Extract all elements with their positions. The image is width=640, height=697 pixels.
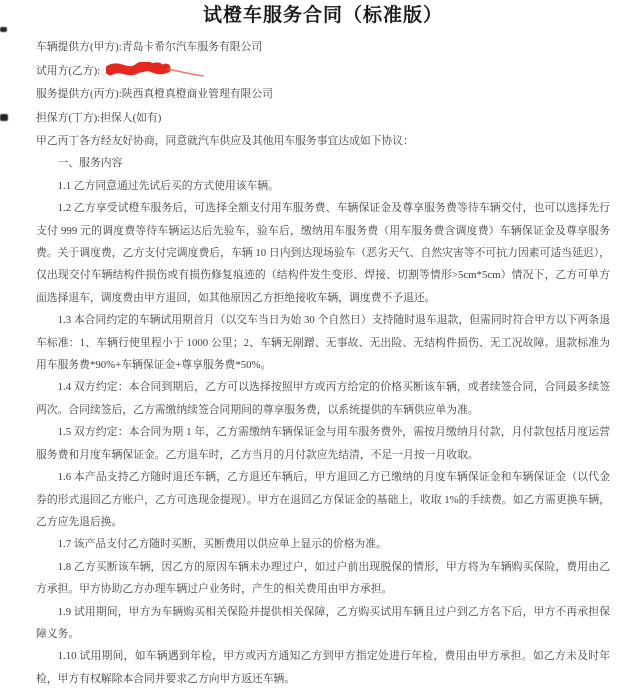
- clause-1-7: 1.7 该产品支付乙方随时买断，买断费用以供应单上显示的价格为准。: [57, 538, 387, 551]
- clause-1-2: 1.2 乙方享受试橙车服务后，可选择全额支付用车服务费、车辆保证金及尊享服务费等待车辆交付，也可以选择先行支付 999 元的调度费等待车辆运达后先验车，验车后，缴纳用车服务费（用车服务费含调度费）车辆保证金及尊享服务费。关于调度费，乙方支付完调度费后，车辆 10 日内到达现场验车（恶劣天气、自然灾害等不可抗力因素可适当延迟），仅出现交付车辆结构件损伤或有损伤修复痕迹的（结构件发生变形、焊接、切割等情形>5cm*5cm）情况下，乙方可单方面选择退车，调度费由甲方退回，如其他原因乙方拒绝接收车辆，调度费不予退还。: [36, 202, 610, 304]
- party-label: 车辆提供方(甲方):: [36, 41, 122, 53]
- clause-1-10: 1.10 试用期间，如车辆遇到年检，甲方或丙方通知乙方到甲方指定处进行年检，费用由甲方承担。如乙方未及时年检，甲方有权解除本合同并要求乙方向甲方返还车辆。: [36, 650, 610, 685]
- party-line-jia: [36, 36, 610, 60]
- clause-1-6: 1.6 本产品支持乙方随时退还车辆，乙方退还车辆后，甲方退回乙方已缴纳的月度车辆保证金和车辆保证金（以代金券的形式退回乙方账户，乙方可选现金提现）。甲方在退回乙方保证金的基础上，收取 1%的手续费。如乙方需更换车辆，乙方应先退后换。: [36, 471, 610, 528]
- party-value: 陕西真橙真橙商业管理有限公司: [121, 88, 273, 100]
- clause-1-1: 1.1 乙方同意通过先试后买的方式使用该车辆。: [57, 179, 279, 192]
- party-label: 服务提供方(丙方):: [36, 88, 122, 100]
- party-value: 青岛卡希尔汽车服务有限公司: [121, 41, 263, 53]
- section-heading: 一、服务内容: [57, 157, 123, 170]
- party-line-yi: [36, 60, 610, 84]
- redaction-scribble: [106, 62, 206, 77]
- clause-1-3: 1.3 本合同约定的车辆试用期首月（以交车当日为始 30 个自然日）支持随时退车退款，但需同时符合甲方以下两条退车标准：1、车辆行使里程小于 1000 公里；2、车辆无剐蹭、无事故、无出险、无结构件损伤、无工况故障。退款标准为用车服务费*90%+车辆保证金+尊享服务费*50%。: [36, 314, 610, 372]
- party-value: 担保人(如有): [100, 111, 162, 124]
- parties-block: [36, 36, 610, 130]
- party-line-ding: [36, 107, 610, 131]
- clause-1-9: 1.9 试用期间，甲方为车辆购买相关保险并提供相关保障，乙方购买试用车辆且过户到乙方名下后，甲方不再承担保障义务。: [36, 605, 610, 640]
- clause-1-4: 1.4 双方约定：本合同到期后，乙方可以选择按照甲方或丙方给定的价格买断该车辆，或者续签合同，合同最多续签两次。合同续签后，乙方需缴纳续签合同期间的尊享服务费，以系统提供的车辆供应单为准。: [36, 381, 610, 416]
- party-label: 担保方(丁方):: [36, 111, 101, 124]
- party-line-bing: [36, 83, 610, 107]
- clause-1-5: 1.5 双方约定：本合同为期 1 年，乙方需缴纳车辆保证金与用车服务费外，需按月缴纳月付款，月付款包括月度运营服务费和月度车辆保证金。乙方退车时，乙方当月的月付款应先结清，不足一月按一月收取。: [36, 426, 610, 461]
- contract-body: [36, 130, 610, 690]
- clause-1-8: 1.8 乙方买断该车辆，因乙方的原因车辆未办理过户，如过户前出现脱保的情形，甲方将为车辆购买保险，费用由乙方承担。甲方协助乙方办理车辆过户业务时，产生的相关费用由甲方承担。: [36, 560, 610, 596]
- intro-paragraph: 甲乙丙丁各方经友好协商，同意就汽车供应及其他用车服务事宜达成如下协议：: [36, 135, 414, 147]
- party-label: 试用方(乙方):: [36, 64, 101, 77]
- document-title: 试橙车服务合同（标准版）: [202, 5, 443, 26]
